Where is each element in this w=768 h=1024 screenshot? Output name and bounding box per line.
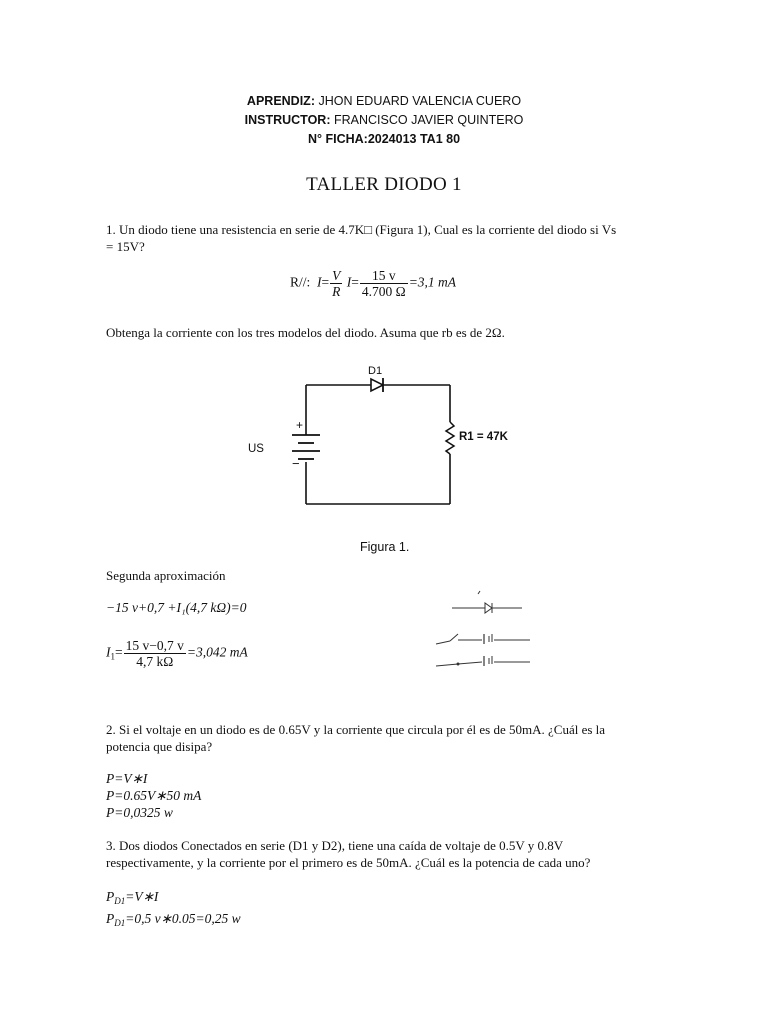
minus-sign: − — [292, 456, 300, 471]
eq2-fraction — [124, 638, 186, 669]
diode-icon — [371, 378, 383, 392]
fraction-numeric — [360, 268, 408, 299]
second-eq2: $I_1=$ $\frac{15 v-0,7 v}{4,7 k\Omega}$ =3,042 mA — [106, 638, 248, 669]
ficha-line — [0, 132, 768, 146]
plus-sign: + — [296, 418, 304, 432]
eq2-sub: 1 — [110, 651, 115, 662]
ficha-value: 2024013 TA1 80 — [367, 132, 461, 146]
q1-line2: = 15V? — [106, 239, 145, 254]
instructor-value: FRANCISCO JAVIER QUINTERO — [334, 113, 524, 127]
q3-eq2-rhs: =0,5 v∗0.05=0,25 w — [125, 911, 241, 926]
q2-eq1: P=V∗I — [106, 771, 148, 786]
page-title: TALLER DIODO 1 — [306, 174, 462, 195]
q2-equations — [106, 770, 201, 821]
ficha-label: N° FICHA: — [307, 132, 368, 146]
resistor-label: R1 = 47K — [459, 431, 508, 443]
third-approx-sketch — [436, 656, 530, 666]
circuit-diagram — [240, 360, 540, 560]
aprendiz-value: JHON EDUARD VALENCIA CUERO — [318, 94, 522, 108]
instructor-label: INSTRUCTOR: — [244, 113, 331, 127]
answer-prefix: R//: — [290, 274, 311, 290]
second-approx-sketch — [436, 634, 530, 644]
q2-eq3: P=0,0325 w — [106, 805, 173, 820]
frac-r: R — [332, 284, 341, 299]
q3-eq2 — [106, 910, 241, 932]
second-eq1: −15 v+0,7 +I₁(4,7 kΩ)=0 — [106, 600, 247, 615]
q1-prompt: Obtenga la corriente con los tres modelos del diodo. Asuma que rb es de 2Ω. — [106, 325, 505, 340]
q3-text — [106, 837, 666, 871]
aprendiz-line — [0, 94, 768, 108]
fraction-v-over-r — [330, 268, 342, 299]
q1-text — [106, 221, 666, 255]
figure-caption: Figura 1. — [360, 540, 410, 554]
eq-i: I — [317, 274, 322, 290]
q1-line1: 1. Un diodo tiene una resistencia en serie de 4.7K□ (Figura 1), Cual es la corriente del diodo si Vs — [106, 222, 617, 237]
frac-den: 4.700 Ω — [361, 284, 406, 299]
q3-eq2-sub: D1 — [114, 918, 126, 928]
diode-models-sketch — [430, 586, 540, 676]
q2-line1: 2. Si el voltaje en un diodo es de 0.65V y la corriente que circula por él es de 50mA. ¿Cuál es la — [106, 722, 606, 737]
q3-eq1-sub: D1 — [114, 896, 126, 906]
source-label: US — [248, 443, 264, 455]
eq2-result: =3,042 mA — [186, 644, 248, 660]
q3-eq2-p: P — [106, 911, 115, 926]
q3-eq1-rhs: =V∗I — [125, 889, 159, 904]
resistor-icon — [446, 422, 454, 454]
aprendiz-label: APRENDIZ: — [246, 94, 315, 108]
q3-equations — [106, 888, 241, 932]
q1-answer-equation — [290, 268, 456, 299]
q2-line2: potencia que disipa? — [106, 739, 213, 754]
eq-equals: = — [321, 274, 330, 290]
q3-line1: 3. Dos diodos Conectados en serie (D1 y D2), tiene una caída de voltaje de 0.5V y 0.8V — [106, 838, 564, 853]
eq2-den: 4,7 kΩ — [136, 654, 174, 669]
eq-result: =3,1 mA — [408, 274, 457, 290]
q2-eq2: P=0.65V∗50 mA — [106, 788, 202, 803]
eq2-lhs: I — [106, 644, 111, 660]
q3-line2: respectivamente, y la corriente por el primero es de 50mA. ¿Cuál es la potencia de cada uno? — [106, 855, 591, 870]
instructor-line — [0, 113, 768, 127]
q3-eq1-p: P — [106, 889, 115, 904]
diode-label: D1 — [368, 365, 383, 377]
ideal-diode-sketch — [452, 591, 522, 613]
eq-i-2: I — [346, 274, 352, 290]
second-approx-heading: Segunda aproximación — [106, 568, 226, 583]
q3-eq1 — [106, 888, 241, 910]
q2-text — [106, 721, 666, 755]
eq2-num: 15 v−0,7 v — [125, 638, 184, 653]
frac-num: 15 v — [360, 268, 408, 284]
frac-v: V — [332, 268, 341, 283]
eq-equals-2: = — [351, 274, 359, 290]
